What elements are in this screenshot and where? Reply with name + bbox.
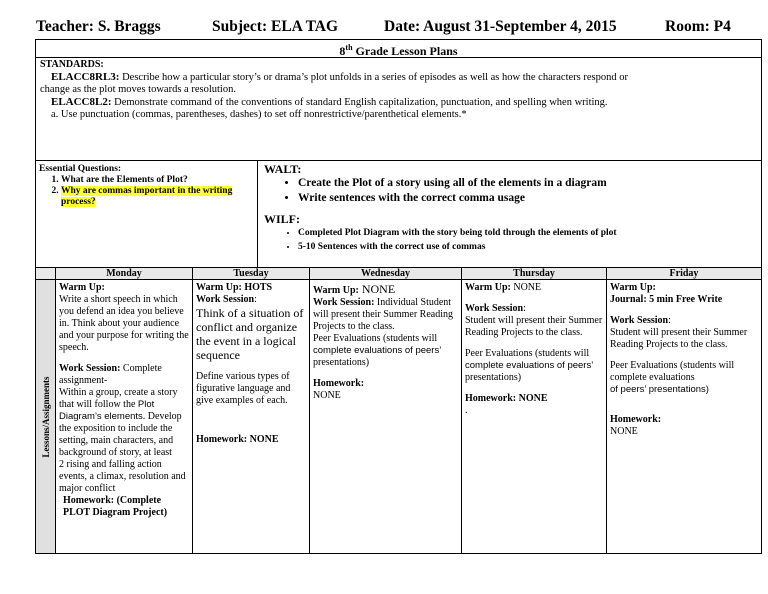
day-header-tuesday: Tuesday [193, 268, 310, 280]
thursday-peer-1: Peer Evaluations (students will [465, 348, 590, 359]
standard-2-text: Demonstrate command of the conventions of standard English capitalization, punctuation, and spelling when writing. [111, 97, 608, 108]
friday-peer-2: of peers’ presentations) [610, 384, 709, 395]
day-header-friday: Friday [607, 268, 761, 280]
friday-warm-label: Warm Up: [610, 282, 656, 293]
wednesday-ws-label: Work Session: [313, 297, 375, 308]
friday-ws-label: Work Session [610, 315, 669, 326]
title-rest: Grade Lesson Plans [352, 44, 458, 58]
tuesday-warm: Warm Up: HOTS [196, 282, 273, 293]
monday-ws-text-4: . Develop the exposition to include the setting, main characters, and background of story, at least [59, 411, 182, 458]
standard-2-sub: a. Use punctuation (commas, parentheses, dashes) to set off nonrestrictive/parenthetical elements.* [51, 109, 467, 120]
monday-warm-text: Write a short speech in which you defend an idea you believe in. Think about your audience and your purpose for writing the speech. [59, 294, 189, 353]
wednesday-hw-val: NONE [313, 390, 341, 401]
header-bar [36, 18, 764, 38]
monday-ws-label: Work Session: [59, 363, 121, 374]
thursday-peer-3: presentations) [465, 372, 522, 383]
monday-ws-text-1: Complete assignment- [59, 363, 162, 386]
title-grade: 8 [339, 44, 346, 58]
thursday-dot: . [465, 405, 468, 416]
tuesday-homework: Homework: NONE [196, 434, 279, 445]
title-sup: th [345, 43, 353, 52]
thursday-warm-val: NONE [510, 282, 542, 293]
friday-ws-colon: : [668, 315, 671, 326]
tuesday-define: Define various types of figurative language and give examples of each. [196, 371, 291, 406]
standard-1-text: Describe how a particular story’s or drama’s plot unfolds in a series of episodes as well as how the characters respond or [119, 72, 628, 83]
wednesday-hw-label: Homework: [313, 378, 365, 389]
wilf-item: • 5-10 Sentences with the correct use of commas [298, 240, 755, 254]
thursday-ws-colon: : [523, 303, 526, 314]
day-header-wednesday: Wednesday [310, 268, 462, 280]
lesson-plan-table [35, 39, 762, 554]
walt-item: • Create the Plot of a story using all of the elements in a diagram [298, 176, 755, 191]
friday-journal: Journal: 5 min Free Write [610, 294, 723, 305]
day-header-monday: Monday [56, 268, 193, 280]
friday-peer-1: Peer Evaluations (students will complete evaluations [610, 360, 735, 383]
monday-homework: Homework: (Complete PLOT Diagram Project) [63, 495, 168, 518]
standards-section [36, 57, 761, 161]
thursday-warm-label: Warm Up: [465, 282, 511, 293]
wednesday-warm-label: Warm Up: [313, 285, 359, 296]
thursday-peer-2: complete evaluations of peers’ [465, 360, 594, 371]
friday-column [607, 280, 761, 553]
wilf-label: WILF: [264, 212, 300, 226]
question-1: 1. What are the Elements of Plot? [61, 175, 254, 186]
thursday-ws-text: Student will present their Summer Reading Projects to the class. [465, 315, 603, 338]
tuesday-ws-colon: : [254, 294, 257, 305]
essential-label: Essential Questions: [39, 164, 122, 174]
friday-hw-label: Homework: [610, 414, 662, 425]
corner-cell [36, 268, 56, 280]
subject-label: Subject: ELA TAG [212, 18, 339, 35]
monday-ws-text-2: Within a group, create a story that will follow the [59, 387, 178, 410]
friday-ws-text: Student will present their Summer Reading Projects to the class. [610, 327, 748, 350]
side-label-text: Lessons/Assignments [40, 375, 51, 458]
monday-warm-label: Warm Up: [59, 282, 105, 293]
question-2-text: Why are commas important in the writing process? [61, 186, 233, 207]
day-header-thursday: Thursday [462, 268, 607, 280]
wednesday-warm-val: NONE [358, 282, 396, 296]
tuesday-column [193, 280, 310, 553]
standards-label: STANDARDS: [40, 59, 104, 70]
tuesday-ws-label: Work Session [196, 294, 255, 305]
wilf-item: • Completed Plot Diagram with the story being told through the elements of plot [298, 226, 755, 240]
walt-label: WALT: [264, 162, 302, 176]
teacher-label: Teacher: S. Braggs [36, 18, 161, 35]
walt-wilf-section [258, 161, 761, 268]
wednesday-peer-2: complete evaluations of peers’ [313, 345, 442, 356]
thursday-ws-label: Work Session [465, 303, 524, 314]
question-2 [61, 186, 254, 208]
essential-questions [36, 161, 258, 268]
wednesday-column [310, 280, 462, 553]
date-label: Date: August 31-September 4, 2015 [384, 18, 617, 35]
standard-1-code: ELACC8RL3: [51, 71, 120, 83]
monday-ws-text-3: Plot Diagram’s elements [59, 399, 155, 422]
thursday-homework: Homework: NONE [465, 393, 548, 404]
tuesday-ws-text: Think of a situation of conflict and organize the event in a logical sequence [196, 306, 304, 362]
monday-ws-text-5: 2 rising and falling action events, a climax, resolution and major conflict [59, 459, 186, 494]
wednesday-peer-3: presentations) [313, 357, 370, 368]
room-label: Room: P4 [665, 18, 731, 35]
thursday-column [462, 280, 607, 553]
friday-hw-val: NONE [610, 426, 638, 437]
standard-1-text-2: change as the plot moves towards a resolution. [40, 84, 236, 95]
wednesday-peer-1: Peer Evaluations (students will [313, 333, 438, 344]
standard-2-code: ELACC8L2: [51, 96, 112, 108]
wednesday-ws-text: Individual Student will present their Summer Reading Projects to the class. [313, 297, 453, 332]
walt-item: • Write sentences with the correct comma usage [298, 191, 755, 206]
lessons-side-label [36, 280, 56, 553]
page-title [36, 40, 761, 58]
monday-column [56, 280, 193, 553]
